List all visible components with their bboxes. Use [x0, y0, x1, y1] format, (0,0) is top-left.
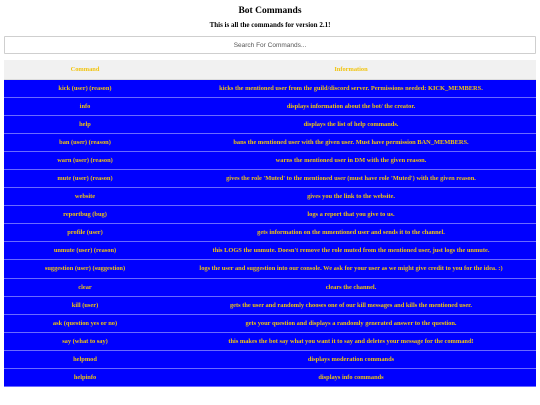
information-cell: this LOGS the unmute. Doesn't remove the role muted from the mentioned user, just logs the unmute.: [166, 242, 536, 260]
table-row: [4, 260, 536, 278]
page-title: Bot Commands: [238, 6, 302, 16]
information-cell: displays the list of help commands.: [166, 115, 536, 133]
table-row: [4, 169, 536, 187]
command-cell: helpmod: [4, 350, 166, 368]
command-cell: suggestion (user) (suggestion): [4, 260, 166, 278]
column-header-information: Information: [166, 60, 536, 79]
table-row: [4, 97, 536, 115]
information-cell: gets information on the mmentioned user and sends it to the channel.: [166, 224, 536, 242]
table-header-row: [4, 60, 536, 79]
table-row: [4, 369, 536, 387]
information-cell: bans the mentioned user with the given user. Must have permission BAN_MEMBERS.: [166, 133, 536, 151]
command-cell: ask (question yes or no): [4, 314, 166, 332]
command-cell: reportbug (bug): [4, 206, 166, 224]
command-cell: website: [4, 188, 166, 206]
command-cell: mute (user) (reason): [4, 169, 166, 187]
commands-table: [4, 60, 536, 387]
information-cell: logs a report that you give to us.: [166, 206, 536, 224]
command-cell: helpinfo: [4, 369, 166, 387]
table-row: [4, 242, 536, 260]
information-cell: displays moderation commands: [166, 350, 536, 368]
column-header-command: Command: [4, 60, 166, 79]
information-cell: gets your question and displays a randomly generated answer to the question.: [166, 314, 536, 332]
table-row: [4, 188, 536, 206]
command-cell: clear: [4, 278, 166, 296]
command-cell: unmute (user) (reason): [4, 242, 166, 260]
table-row: [4, 115, 536, 133]
table-row: [4, 133, 536, 151]
commands-table-container: [4, 60, 536, 387]
command-cell: ban (user) (reason): [4, 133, 166, 151]
table-row: [4, 151, 536, 169]
search-input[interactable]: [4, 36, 536, 54]
command-cell: warn (user) (reason): [4, 151, 166, 169]
command-cell: kick (user) (reason): [4, 79, 166, 97]
command-cell: profile (user): [4, 224, 166, 242]
table-row: [4, 278, 536, 296]
information-cell: this makes the bot say what you want it to say and deletes your message for the command!: [166, 332, 536, 350]
table-row: [4, 206, 536, 224]
table-row: [4, 296, 536, 314]
table-row: [4, 79, 536, 97]
information-cell: displays info commands: [166, 369, 536, 387]
information-cell: gives you the link to the website.: [166, 188, 536, 206]
command-cell: help: [4, 115, 166, 133]
table-row: [4, 314, 536, 332]
information-cell: warns the mentioned user in DM with the given reason.: [166, 151, 536, 169]
command-cell: say (what to say): [4, 332, 166, 350]
command-cell: kill (user): [4, 296, 166, 314]
table-row: [4, 332, 536, 350]
page-subtitle: This is all the commands for version 2.1!: [209, 21, 331, 29]
information-cell: logs the user and suggestion into our console. We ask for your user as we might give credit to you for the idea. :): [166, 260, 536, 278]
table-row: [4, 350, 536, 368]
information-cell: gets the user and randomly chooses one of our kill messages and kills the mentioned user.: [166, 296, 536, 314]
command-cell: info: [4, 97, 166, 115]
information-cell: clears the channel.: [166, 278, 536, 296]
table-row: [4, 224, 536, 242]
information-cell: gives the role 'Muted' to the mentioned user (must have role 'Muted') with the given reason.: [166, 169, 536, 187]
information-cell: displays information about the bot/ the creator.: [166, 97, 536, 115]
information-cell: kicks the mentioned user from the guild/discord server. Permissions needed: KICK_MEMBERS.: [166, 79, 536, 97]
